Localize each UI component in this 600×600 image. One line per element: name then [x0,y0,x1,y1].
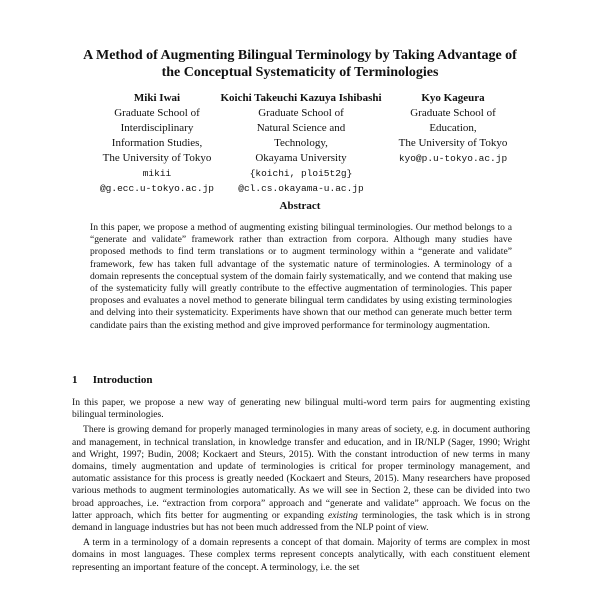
paragraph: In this paper, we propose a new way of generating new bilingual multi-word term pairs for augmenting existing bilingual terminologies. [72,397,530,421]
abstract-heading: Abstract [279,200,321,212]
author-email: {koichi, ploi5t2g} [249,168,353,179]
author-affiliation: Graduate School of [114,107,200,119]
author-affiliation: Graduate School of [258,107,344,119]
author-affiliation: The University of Tokyo [102,152,212,164]
author-email: @g.ecc.u-tokyo.ac.jp [99,183,215,194]
abstract-text: In this paper, we propose a method of augmenting existing bilingual terminologies. Our method belongs to a “generate and validate” framework rather than extraction from corpora. Although many studies have proposed methods to find term translations or to augment terminology within a “generate and validate” framework, few has taken full advantage of the systematic nature of terminologies. A terminology of a domain represents the conceptual system of the domain fairly systematically, and we contend that making use of the systematicity fully will greatly contribute to the effective augmentation of terminologies. This paper proposes and evaluates a novel method to generate bilingual term candidates by using existing terminologies and delving into their systematicity. Experiments have shown that our method can generate much better term candidate pairs than the existing method and give improved performance for terminology augmentation. [90,222,512,331]
section-title: Introduction [92,374,153,386]
author-3 [378,91,528,166]
author-affiliation: Graduate School of [410,107,496,119]
author-affiliation: Information Studies, [111,137,203,149]
emphasis-text: existing [327,509,358,521]
author-name: Koichi Takeuchi Kazuya Ishibashi [220,92,382,104]
author-affiliation: Okayama University [255,152,347,164]
author-name: Kyo Kageura [421,92,485,104]
section-number: 1 [72,374,78,386]
author-email: @cl.cs.okayama-u.ac.jp [238,183,364,194]
author-email: mikii [142,168,172,179]
author-name: Miki Iwai [133,92,181,104]
paragraph: A term in a terminology of a domain represents a concept of that domain. Majority of terms are complex in most domains in most languages. These complex terms represent concepts analytically, with each constituent element representing an important feature of the concept. A terminology, i.e. the set [72,537,530,573]
author-affiliation: Interdisciplinary [120,122,194,134]
author-2 [202,91,400,196]
title-line-2: the Conceptual Systematicity of Terminologies [161,65,439,80]
author-affiliation: Education, [429,122,477,134]
author-email: kyo@p.u-tokyo.ac.jp [398,153,508,164]
title-line-1: A Method of Augmenting Bilingual Terminology by Taking Advantage of [83,48,517,63]
section-body [72,397,530,577]
paragraph-text: terminologies, the task which is in strong demand in language industries but has not been much addressed from the NLP point of view. [72,509,531,534]
author-affiliation: The University of Tokyo [398,137,508,149]
paragraph-text: There is growing demand for properly managed terminologies in many areas of society, e.g. in document authoring and management, in technical translation, in knowledge transfer and education, and in IR/NLP (Sager, 1990; Wright and Wright, 1997; Budin, 2008; Kockaert and Steurs, 2015). With the constant introduction of new terms in many domains, timely augmentation and update of terminologies is critical for proper terminology management, and automatic assistance for this process is greatly needed (Kockaert and Steurs, 2015). Many researchers have proposed various methods to augment terminologies automatically. As we will see in Section 2, these can be divided into two broad approaches, i.e. “extraction from corpora” approach and “generate and validate” approach. We focus on the latter approach, which fits better for augmenting or expanding [72,424,530,521]
paper-title [0,47,600,81]
paragraph [72,424,530,534]
section-heading [72,374,152,386]
author-affiliation: Technology, [274,137,328,149]
author-affiliation: Natural Science and [256,122,346,134]
author-block [0,91,600,194]
